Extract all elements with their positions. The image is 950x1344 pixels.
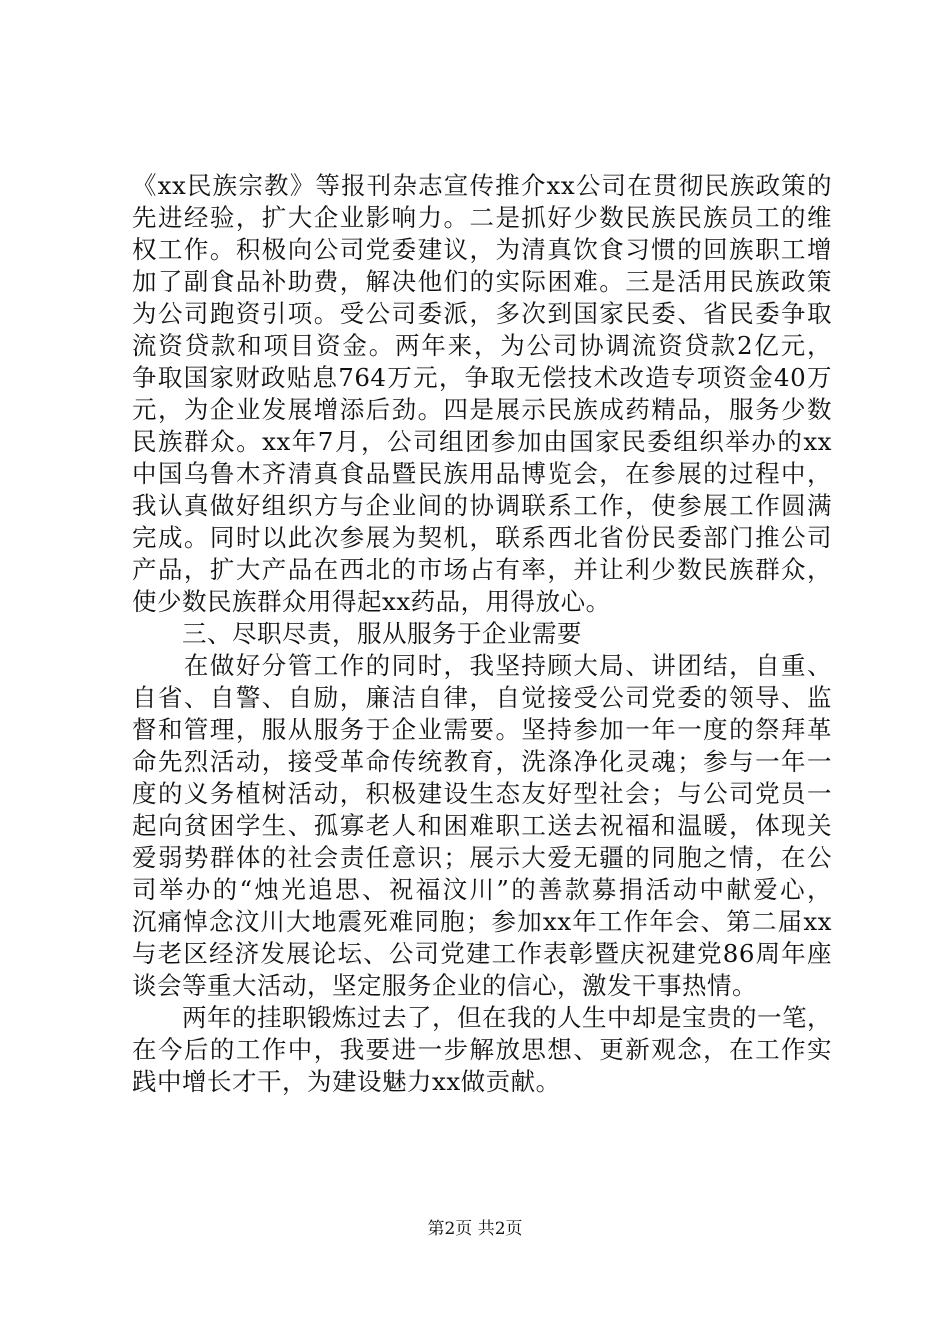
text-line: 争取国家财政贴息764万元，争取无偿技术改造专项资金40万 — [132, 363, 832, 392]
text-line: 三、尽职尽责，服从服务于企业需要 — [132, 619, 582, 648]
page-footer: 第2页 共2页 — [427, 1219, 523, 1239]
text-line: 督和管理，服从服务于企业需要。坚持参加一年一度的祭拜革 — [132, 715, 832, 744]
text-line: 命先烈活动，接受革命传统教育，洗涤净化灵魂；参与一年一 — [132, 747, 832, 776]
text-line: 《xx民族宗教》等报刊杂志宣传推介xx公司在贯彻民族政策的 — [132, 171, 832, 200]
text-line: 在做好分管工作的同时，我坚持顾大局、讲团结，自重、 — [132, 651, 832, 680]
text-line: 与老区经济发展论坛、公司党建工作表彰暨庆祝建党86周年座 — [132, 939, 832, 968]
text-line: 权工作。积极向公司党委建议，为清真饮食习惯的回族职工增 — [132, 235, 832, 264]
text-line: 产品，扩大产品在西北的市场占有率，并让利少数民族群众， — [132, 555, 832, 584]
text-line: 沉痛悼念汶川大地震死难同胞；参加xx年工作年会、第二届xx — [132, 907, 832, 936]
text-line: 谈会等重大活动，坚定服务企业的信心，激发干事热情。 — [132, 971, 757, 1000]
text-line: 我认真做好组织方与企业间的协调联系工作，使参展工作圆满 — [132, 491, 832, 520]
text-line: 流资贷款和项目资金。两年来，为公司协调流资贷款2亿元， — [132, 331, 832, 360]
text-line: 完成。同时以此次参展为契机，联系西北省份民委部门推公司 — [132, 523, 832, 552]
document-body — [132, 170, 832, 1098]
text-line: 民族群众。xx年7月，公司组团参加由国家民委组织举办的xx — [132, 427, 832, 456]
text-line: 度的义务植树活动，积极建设生态友好型社会；与公司党员一 — [132, 779, 832, 808]
text-line: 中国乌鲁木齐清真食品暨民族用品博览会，在参展的过程中， — [132, 459, 832, 488]
text-line: 在今后的工作中，我要进一步解放思想、更新观念，在工作实 — [132, 1035, 832, 1064]
text-line: 元，为企业发展增添后劲。四是展示民族成药精品，服务少数 — [132, 395, 832, 424]
text-line: 起向贫困学生、孤寡老人和困难职工送去祝福和温暖，体现关 — [132, 811, 832, 840]
text-line: 先进经验，扩大企业影响力。二是抓好少数民族民族员工的维 — [132, 203, 832, 232]
text-line: 司举办的“烛光追思、祝福汶川”的善款募捐活动中献爱心， — [132, 875, 832, 904]
text-line: 加了副食品补助费，解决他们的实际困难。三是活用民族政策 — [132, 267, 832, 296]
text-line: 为公司跑资引项。受公司委派，多次到国家民委、省民委争取 — [132, 299, 832, 328]
text-line: 两年的挂职锻炼过去了，但在我的人生中却是宝贵的一笔， — [132, 1003, 832, 1032]
text-line: 践中增长才干，为建设魅力xx做贡献。 — [132, 1067, 561, 1096]
text-line: 自省、自警、自励，廉洁自律，自觉接受公司党委的领导、监 — [132, 683, 832, 712]
text-line: 使少数民族群众用得起xx药品，用得放心。 — [132, 587, 611, 616]
text-line: 爱弱势群体的社会责任意识；展示大爱无疆的同胞之情，在公 — [132, 843, 832, 872]
